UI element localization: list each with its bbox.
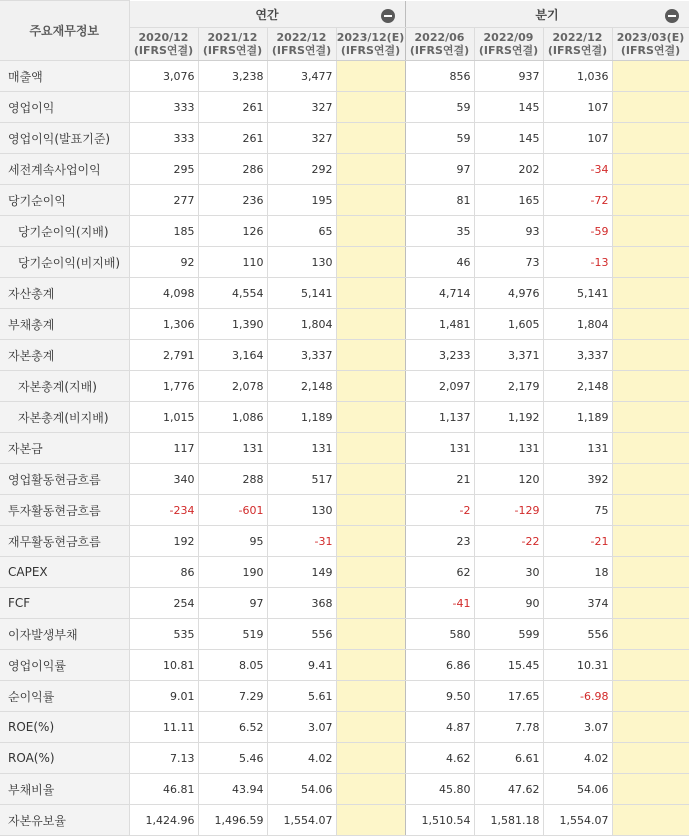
period-basis: (IFRS연결) xyxy=(409,44,470,57)
quarter-value-cell xyxy=(612,588,689,619)
row-label: 당기순이익(지배) xyxy=(0,216,129,247)
annual-value-cell: 333 xyxy=(129,123,198,154)
annual-value-cell xyxy=(336,309,405,340)
table-row xyxy=(0,278,689,309)
annual-value-cell: 327 xyxy=(267,92,336,123)
annual-value-cell xyxy=(336,619,405,650)
annual-value-cell xyxy=(336,92,405,123)
quarter-value-cell xyxy=(612,526,689,557)
quarter-value-cell xyxy=(612,216,689,247)
annual-value-cell: 2,078 xyxy=(198,371,267,402)
annual-value-cell xyxy=(336,650,405,681)
row-label: 자본금 xyxy=(0,433,129,464)
period-basis: (IFRS연결) xyxy=(271,44,332,57)
annual-value-cell: 5.46 xyxy=(198,743,267,774)
table-row xyxy=(0,588,689,619)
annual-value-cell: 368 xyxy=(267,588,336,619)
quarter-value-cell: 165 xyxy=(474,185,543,216)
table-row xyxy=(0,154,689,185)
quarter-value-cell: 1,510.54 xyxy=(405,805,474,836)
quarter-value-cell xyxy=(612,247,689,278)
row-label: 영업이익률 xyxy=(0,650,129,681)
annual-value-cell: 10.81 xyxy=(129,650,198,681)
quarter-value-cell: 59 xyxy=(405,123,474,154)
annual-value-cell: 261 xyxy=(198,123,267,154)
quarter-value-cell xyxy=(612,371,689,402)
annual-group-label: 연간 xyxy=(255,8,279,23)
quarter-value-cell: 3,233 xyxy=(405,340,474,371)
quarter-value-cell: 59 xyxy=(405,92,474,123)
annual-value-cell: 1,306 xyxy=(129,309,198,340)
quarter-value-cell: -129 xyxy=(474,495,543,526)
table-row xyxy=(0,712,689,743)
annual-value-cell: 556 xyxy=(267,619,336,650)
quarter-value-cell: 7.78 xyxy=(474,712,543,743)
quarter-value-cell: 62 xyxy=(405,557,474,588)
row-label: 자본총계(지배) xyxy=(0,371,129,402)
collapse-quarter-icon[interactable] xyxy=(665,9,679,23)
annual-value-cell xyxy=(336,588,405,619)
annual-value-cell: 7.29 xyxy=(198,681,267,712)
annual-value-cell: 340 xyxy=(129,464,198,495)
table-row xyxy=(0,216,689,247)
quarter-value-cell: 1,192 xyxy=(474,402,543,433)
table-row xyxy=(0,464,689,495)
quarter-value-cell: -41 xyxy=(405,588,474,619)
annual-value-cell: 8.05 xyxy=(198,650,267,681)
row-label: 재무활동현금흐름 xyxy=(0,526,129,557)
period-label: 2022/12 xyxy=(552,31,603,44)
quarter-value-cell: 107 xyxy=(543,123,612,154)
quarter-value-cell xyxy=(612,681,689,712)
table-row xyxy=(0,805,689,836)
quarter-value-cell: 47.62 xyxy=(474,774,543,805)
table-row xyxy=(0,185,689,216)
annual-value-cell: 1,424.96 xyxy=(129,805,198,836)
annual-value-cell: 126 xyxy=(198,216,267,247)
annual-group-header xyxy=(129,1,405,28)
quarter-value-cell: 580 xyxy=(405,619,474,650)
period-label: 2022/12 xyxy=(276,31,327,44)
annual-value-cell: 95 xyxy=(198,526,267,557)
row-label: 영업활동현금흐름 xyxy=(0,464,129,495)
annual-value-cell: 286 xyxy=(198,154,267,185)
annual-value-cell: 7.13 xyxy=(129,743,198,774)
annual-value-cell: 333 xyxy=(129,92,198,123)
annual-value-cell: 519 xyxy=(198,619,267,650)
quarter-value-cell xyxy=(612,185,689,216)
annual-value-cell: 9.01 xyxy=(129,681,198,712)
annual-value-cell: 3,337 xyxy=(267,340,336,371)
annual-value-cell xyxy=(336,278,405,309)
quarter-value-cell: 75 xyxy=(543,495,612,526)
quarter-value-cell: 1,036 xyxy=(543,61,612,92)
annual-value-cell: 149 xyxy=(267,557,336,588)
row-label: 세전계속사업이익 xyxy=(0,154,129,185)
quarter-value-cell: 1,581.18 xyxy=(474,805,543,836)
annual-value-cell: 1,776 xyxy=(129,371,198,402)
row-label: CAPEX xyxy=(0,557,129,588)
annual-value-cell: 131 xyxy=(267,433,336,464)
annual-value-cell: 5,141 xyxy=(267,278,336,309)
quarter-value-cell: 4,714 xyxy=(405,278,474,309)
annual-value-cell: 4,554 xyxy=(198,278,267,309)
table-row xyxy=(0,123,689,154)
annual-value-cell: -31 xyxy=(267,526,336,557)
quarter-value-cell xyxy=(612,92,689,123)
quarter-value-cell xyxy=(612,464,689,495)
quarter-value-cell: 17.65 xyxy=(474,681,543,712)
annual-value-cell xyxy=(336,433,405,464)
table-row xyxy=(0,681,689,712)
annual-value-cell xyxy=(336,712,405,743)
annual-value-cell: 192 xyxy=(129,526,198,557)
annual-value-cell: 65 xyxy=(267,216,336,247)
quarter-value-cell: 556 xyxy=(543,619,612,650)
row-label: 자본총계(비지배) xyxy=(0,402,129,433)
annual-value-cell: 327 xyxy=(267,123,336,154)
quarter-value-cell xyxy=(612,154,689,185)
quarter-value-cell: 4,976 xyxy=(474,278,543,309)
annual-value-cell: 130 xyxy=(267,247,336,278)
annual-value-cell: 517 xyxy=(267,464,336,495)
row-label: 부채비율 xyxy=(0,774,129,805)
row-label: 순이익률 xyxy=(0,681,129,712)
annual-value-cell: 292 xyxy=(267,154,336,185)
quarter-value-cell: 46 xyxy=(405,247,474,278)
period-column-header xyxy=(198,28,267,61)
quarter-value-cell: 856 xyxy=(405,61,474,92)
annual-value-cell: 1,804 xyxy=(267,309,336,340)
quarter-value-cell xyxy=(612,805,689,836)
row-label: 자본유보율 xyxy=(0,805,129,836)
row-label: FCF xyxy=(0,588,129,619)
quarter-value-cell: 4.87 xyxy=(405,712,474,743)
quarter-value-cell: 145 xyxy=(474,123,543,154)
quarter-value-cell xyxy=(612,123,689,154)
annual-value-cell: 2,148 xyxy=(267,371,336,402)
period-basis: (IFRS연결) xyxy=(620,44,681,57)
period-label: 2023/03(E) xyxy=(616,31,685,44)
quarter-value-cell: 9.50 xyxy=(405,681,474,712)
annual-value-cell: 54.06 xyxy=(267,774,336,805)
annual-value-cell: 3,076 xyxy=(129,61,198,92)
annual-value-cell xyxy=(336,247,405,278)
quarter-value-cell xyxy=(612,433,689,464)
quarter-value-cell: 30 xyxy=(474,557,543,588)
annual-value-cell: 288 xyxy=(198,464,267,495)
annual-value-cell xyxy=(336,743,405,774)
period-basis: (IFRS연결) xyxy=(478,44,539,57)
period-label: 2020/12 xyxy=(138,31,189,44)
annual-value-cell xyxy=(336,340,405,371)
annual-value-cell xyxy=(336,495,405,526)
quarter-value-cell xyxy=(612,557,689,588)
quarter-value-cell: -13 xyxy=(543,247,612,278)
annual-value-cell: 43.94 xyxy=(198,774,267,805)
annual-value-cell xyxy=(336,402,405,433)
annual-value-cell: 2,791 xyxy=(129,340,198,371)
period-basis: (IFRS연결) xyxy=(202,44,263,57)
row-label: 자산총계 xyxy=(0,278,129,309)
quarter-value-cell: 10.31 xyxy=(543,650,612,681)
quarter-value-cell: -34 xyxy=(543,154,612,185)
quarter-value-cell: 2,097 xyxy=(405,371,474,402)
annual-value-cell: 3,238 xyxy=(198,61,267,92)
annual-value-cell: 190 xyxy=(198,557,267,588)
annual-value-cell xyxy=(336,185,405,216)
quarter-value-cell xyxy=(612,650,689,681)
quarter-value-cell xyxy=(612,495,689,526)
annual-value-cell: -234 xyxy=(129,495,198,526)
quarter-value-cell: 3,371 xyxy=(474,340,543,371)
quarter-value-cell: 3.07 xyxy=(543,712,612,743)
quarter-value-cell: 4.02 xyxy=(543,743,612,774)
period-label: 2022/09 xyxy=(483,31,534,44)
table-row xyxy=(0,247,689,278)
table-body xyxy=(0,61,689,836)
row-label: 당기순이익 xyxy=(0,185,129,216)
period-column-header xyxy=(129,28,198,61)
annual-value-cell: 3,477 xyxy=(267,61,336,92)
quarter-value-cell: 392 xyxy=(543,464,612,495)
quarter-value-cell: 1,605 xyxy=(474,309,543,340)
quarter-value-cell xyxy=(612,61,689,92)
quarter-value-cell: -59 xyxy=(543,216,612,247)
table-row xyxy=(0,433,689,464)
annual-value-cell: 1,554.07 xyxy=(267,805,336,836)
annual-value-cell: 1,189 xyxy=(267,402,336,433)
quarter-value-cell: 54.06 xyxy=(543,774,612,805)
collapse-annual-icon[interactable] xyxy=(381,9,395,23)
period-column-header xyxy=(543,28,612,61)
quarter-value-cell: 73 xyxy=(474,247,543,278)
quarter-value-cell: 23 xyxy=(405,526,474,557)
quarter-value-cell: -22 xyxy=(474,526,543,557)
period-basis: (IFRS연결) xyxy=(133,44,194,57)
annual-value-cell xyxy=(336,805,405,836)
annual-value-cell: 46.81 xyxy=(129,774,198,805)
quarter-value-cell: 93 xyxy=(474,216,543,247)
annual-value-cell: 1,390 xyxy=(198,309,267,340)
quarter-value-cell: 97 xyxy=(405,154,474,185)
period-basis: (IFRS연결) xyxy=(340,44,401,57)
quarter-value-cell: 45.80 xyxy=(405,774,474,805)
quarter-value-cell: 599 xyxy=(474,619,543,650)
period-column-header xyxy=(267,28,336,61)
quarter-value-cell: 81 xyxy=(405,185,474,216)
quarter-value-cell: 1,481 xyxy=(405,309,474,340)
annual-value-cell: 535 xyxy=(129,619,198,650)
annual-value-cell: 185 xyxy=(129,216,198,247)
annual-value-cell: 4.02 xyxy=(267,743,336,774)
table-row xyxy=(0,371,689,402)
row-label: 투자활동현금흐름 xyxy=(0,495,129,526)
quarter-value-cell: 131 xyxy=(543,433,612,464)
annual-value-cell xyxy=(336,154,405,185)
period-column-header xyxy=(405,28,474,61)
quarter-value-cell xyxy=(612,278,689,309)
annual-value-cell xyxy=(336,774,405,805)
annual-value-cell: -601 xyxy=(198,495,267,526)
quarter-value-cell: -21 xyxy=(543,526,612,557)
row-label: 당기순이익(비지배) xyxy=(0,247,129,278)
annual-value-cell xyxy=(336,216,405,247)
quarter-value-cell xyxy=(612,743,689,774)
quarter-value-cell: 21 xyxy=(405,464,474,495)
annual-value-cell xyxy=(336,371,405,402)
annual-value-cell: 1,496.59 xyxy=(198,805,267,836)
row-label: 영업이익 xyxy=(0,92,129,123)
period-label: 2023/12(E) xyxy=(336,31,405,44)
table-row xyxy=(0,619,689,650)
quarter-value-cell: 1,804 xyxy=(543,309,612,340)
quarter-value-cell: 90 xyxy=(474,588,543,619)
quarter-value-cell: 120 xyxy=(474,464,543,495)
quarter-value-cell: 937 xyxy=(474,61,543,92)
quarter-value-cell: 2,179 xyxy=(474,371,543,402)
annual-value-cell: 110 xyxy=(198,247,267,278)
row-label: 영업이익(발표기준) xyxy=(0,123,129,154)
quarter-value-cell: 6.61 xyxy=(474,743,543,774)
period-column-header xyxy=(336,28,405,61)
annual-value-cell: 295 xyxy=(129,154,198,185)
table-row xyxy=(0,402,689,433)
quarter-value-cell: 3,337 xyxy=(543,340,612,371)
row-label: 자본총계 xyxy=(0,340,129,371)
annual-value-cell xyxy=(336,681,405,712)
annual-value-cell: 131 xyxy=(198,433,267,464)
quarter-value-cell: 4.62 xyxy=(405,743,474,774)
quarter-value-cell xyxy=(612,340,689,371)
quarter-group-header xyxy=(405,1,689,28)
table-row xyxy=(0,61,689,92)
annual-value-cell: 97 xyxy=(198,588,267,619)
table-row xyxy=(0,92,689,123)
quarter-value-cell xyxy=(612,309,689,340)
table-row xyxy=(0,526,689,557)
quarter-value-cell: -72 xyxy=(543,185,612,216)
quarter-value-cell xyxy=(612,402,689,433)
table-row xyxy=(0,557,689,588)
table-row xyxy=(0,743,689,774)
annual-value-cell xyxy=(336,123,405,154)
period-basis: (IFRS연결) xyxy=(547,44,608,57)
quarter-value-cell: 18 xyxy=(543,557,612,588)
annual-value-cell: 195 xyxy=(267,185,336,216)
annual-value-cell: 86 xyxy=(129,557,198,588)
annual-value-cell: 6.52 xyxy=(198,712,267,743)
row-label: ROA(%) xyxy=(0,743,129,774)
quarter-value-cell xyxy=(612,712,689,743)
annual-value-cell: 3.07 xyxy=(267,712,336,743)
quarter-value-cell: 1,554.07 xyxy=(543,805,612,836)
quarter-value-cell: 35 xyxy=(405,216,474,247)
annual-value-cell: 1,015 xyxy=(129,402,198,433)
annual-value-cell: 1,086 xyxy=(198,402,267,433)
row-label: 부채총계 xyxy=(0,309,129,340)
quarter-value-cell: -6.98 xyxy=(543,681,612,712)
row-label: 매출액 xyxy=(0,61,129,92)
table-row xyxy=(0,650,689,681)
quarter-value-cell: 5,141 xyxy=(543,278,612,309)
quarter-value-cell: 1,189 xyxy=(543,402,612,433)
annual-value-cell: 236 xyxy=(198,185,267,216)
quarter-value-cell: 1,137 xyxy=(405,402,474,433)
annual-value-cell: 11.11 xyxy=(129,712,198,743)
quarter-value-cell: 145 xyxy=(474,92,543,123)
quarter-value-cell: 2,148 xyxy=(543,371,612,402)
annual-value-cell: 254 xyxy=(129,588,198,619)
annual-value-cell: 4,098 xyxy=(129,278,198,309)
table-row xyxy=(0,495,689,526)
annual-value-cell xyxy=(336,61,405,92)
annual-value-cell: 117 xyxy=(129,433,198,464)
quarter-group-label: 분기 xyxy=(535,8,559,23)
table-row xyxy=(0,774,689,805)
table-header xyxy=(0,1,689,61)
period-column-header xyxy=(612,28,689,61)
quarter-value-cell xyxy=(612,774,689,805)
quarter-value-cell xyxy=(612,619,689,650)
annual-value-cell: 9.41 xyxy=(267,650,336,681)
table-row xyxy=(0,340,689,371)
annual-value-cell xyxy=(336,557,405,588)
quarter-value-cell: 131 xyxy=(405,433,474,464)
row-label: ROE(%) xyxy=(0,712,129,743)
annual-value-cell: 130 xyxy=(267,495,336,526)
annual-value-cell xyxy=(336,464,405,495)
period-column-header xyxy=(474,28,543,61)
quarter-value-cell: 6.86 xyxy=(405,650,474,681)
quarter-value-cell: 374 xyxy=(543,588,612,619)
annual-value-cell: 261 xyxy=(198,92,267,123)
annual-value-cell: 92 xyxy=(129,247,198,278)
quarter-value-cell: 107 xyxy=(543,92,612,123)
row-label: 이자발생부채 xyxy=(0,619,129,650)
quarter-value-cell: 131 xyxy=(474,433,543,464)
annual-value-cell: 5.61 xyxy=(267,681,336,712)
annual-value-cell: 3,164 xyxy=(198,340,267,371)
corner-label: 주요재무정보 xyxy=(0,1,129,61)
period-label: 2021/12 xyxy=(207,31,258,44)
quarter-value-cell: 15.45 xyxy=(474,650,543,681)
period-label: 2022/06 xyxy=(414,31,465,44)
annual-value-cell: 277 xyxy=(129,185,198,216)
annual-value-cell xyxy=(336,526,405,557)
quarter-value-cell: -2 xyxy=(405,495,474,526)
quarter-value-cell: 202 xyxy=(474,154,543,185)
table-row xyxy=(0,309,689,340)
